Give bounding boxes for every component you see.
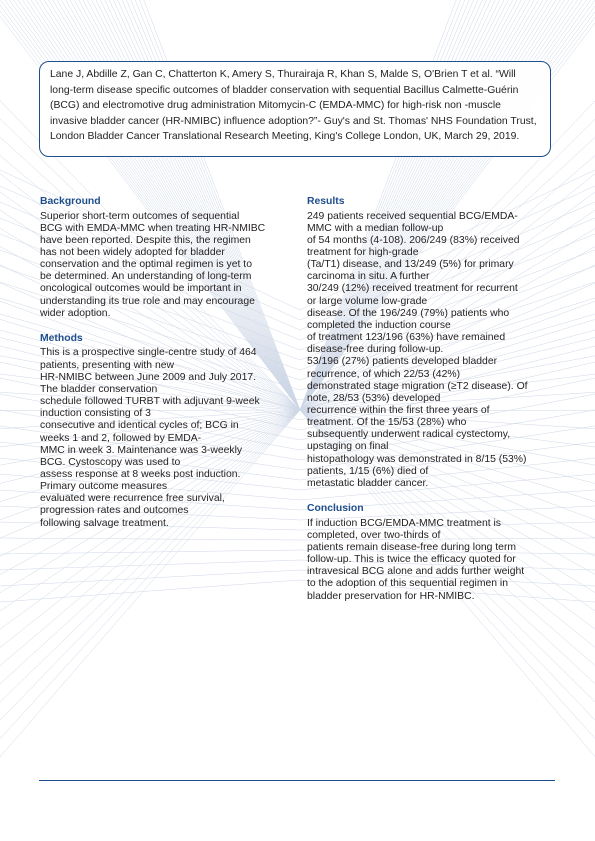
methods-heading: Methods [40,332,83,344]
left-column [40,196,290,543]
methods-body: This is a prospective single-centre study of 464 patients, presenting with new HR-NMIBC between June 2009 and July 2017. The bladder conservation schedule followed TURBT with adjuvant 9-week induction consisting of 3 consecutive and identical cycles of; BCG in weeks 1 and 2, followed by EMDA- MMC in week 3. Maintenance was 3-weekly BCG. Cystoscopy was used to assess response at 8 weeks post induction. Primary outcome measures evaluated were recurrence free survival, progression rates and outcomes following salvage treatment. [40,347,260,529]
citation-text: Lane J, Abdille Z, Gan C, Chatterton K, Amery S, Thurairaja R, Khan S, Malde S, O'Brien T et al. “Will long-term disease specific outcomes of bladder conservation with sequential Bacillus Calmette-Guérin (BCG) and electromotive drug administration Mitomycin-C (EMDA-MMC) for high-risk non -muscle invasive bladder cancer (HR-NMIBC) influence adoption?”- Guy's and St. Thomas' NHS Foundation Trust, London Bladder Cancer Translational Research Meeting, King's College London, UK, March 29, 2019. [50,69,537,143]
results-body: 249 patients received sequential BCG/EMDA- MMC with a median follow-up of 54 months (4-108). 206/249 (83%) received treatment for high-grade (Ta/T1) disease, and 13/249 (5%) for primary carcinoma in situ. A further 30/249 (12%) received treatment for recurrent or large volume low-grade disease. Of the 196/249 (79%) patients who completed the induction course of treatment 123/196 (63%) have remained disease-free during follow-up. 53/196 (27%) patients developed bladder recurrence, of which 22/53 (42%) demonstrated stage migration (≥T2 disease). Of note, 28/53 (53%) developed recurrence within the first three years of treatment. Of the 15/53 (28%) who subsequently underwent radical cystectomy, upstaging on final histopathology was demonstrated in 8/15 (53%) patients, 1/15 (6%) died of metastatic bladder cancer. [307,210,528,489]
results-heading: Results [307,196,345,207]
background-heading: Background [40,196,101,207]
methods-section [40,333,290,530]
conclusion-body: If induction BCG/EMDA-MMC treatment is completed, over two-thirds of patients remain disease-free during long term follow-up. This is twice the efficacy quoted for intravesical BCG alone and adds further weight to the adoption of this sequential regimen in bladder preservation for HR-NMIBC. [307,517,525,602]
right-column [307,196,555,616]
citation-box [39,61,551,157]
conclusion-section [307,503,555,603]
results-section [307,196,555,490]
background-body: Superior short-term outcomes of sequential BCG with EMDA-MMC when treating HR-NMIBC have been reported. Despite this, the regimen has not been widely adopted for bladder conservation and the optimal regimen is yet to be determined. An understanding of long-term oncological outcomes would be important in understanding its true role and may encourage wider adoption. [40,210,266,319]
footer-divider [39,780,555,781]
background-section [40,196,290,320]
conclusion-heading: Conclusion [307,503,364,515]
